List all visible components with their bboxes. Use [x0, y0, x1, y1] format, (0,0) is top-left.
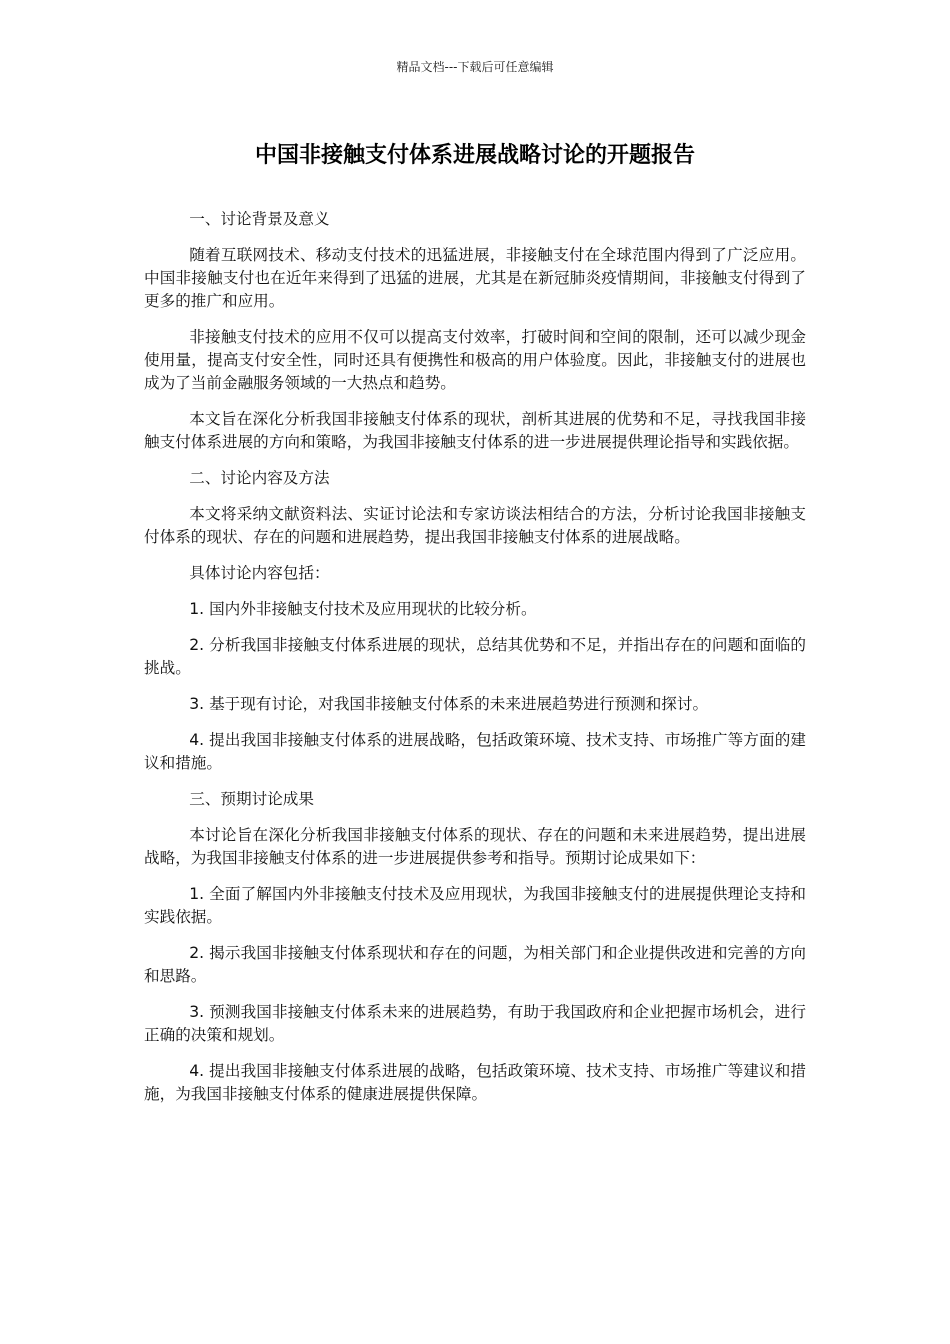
list-item: 2. 揭示我国非接触支付体系现状和存在的问题，为相关部门和企业提供改进和完善的方向和思路。: [144, 944, 806, 985]
list-item: 2. 分析我国非接触支付体系进展的现状，总结其优势和不足，并指出存在的问题和面临的挑战。: [144, 636, 806, 677]
list-item: 1. 国内外非接触支付技术及应用现状的比较分析。: [189, 600, 537, 618]
section-heading: 二、讨论内容及方法: [189, 469, 330, 487]
document-body: [144, 208, 806, 1119]
body-paragraph: 本文旨在深化分析我国非接触支付体系的现状，剖析其进展的优势和不足，寻找我国非接触支付体系进展的方向和策略，为我国非接触支付体系的进一步进展提供理论指导和实践依据。: [144, 410, 806, 451]
section-heading: 三、预期讨论成果: [189, 790, 314, 808]
list-item: 3. 基于现有讨论，对我国非接触支付体系的未来进展趋势进行预测和探讨。: [189, 695, 709, 713]
body-paragraph: 本文将采纳文献资料法、实证讨论法和专家访谈法相结合的方法，分析讨论我国非接触支付体系的现状、存在的问题和进展趋势，提出我国非接触支付体系的进展战略。: [144, 505, 806, 546]
body-paragraph: 本讨论旨在深化分析我国非接触支付体系的现状、存在的问题和未来进展趋势，提出进展战略，为我国非接触支付体系的进一步进展提供参考和指导。预期讨论成果如下：: [144, 826, 806, 867]
section-heading: 一、讨论背景及意义: [189, 210, 330, 228]
list-item: 4. 提出我国非接触支付体系的进展战略，包括政策环境、技术支持、市场推广等方面的建议和措施。: [144, 731, 806, 772]
body-paragraph: 随着互联网技术、移动支付技术的迅猛进展，非接触支付在全球范围内得到了广泛应用。中国非接触支付也在近年来得到了迅猛的进展，尤其是在新冠肺炎疫情期间，非接触支付得到了更多的推广和应用。: [144, 246, 806, 310]
body-paragraph: 具体讨论内容包括：: [189, 564, 330, 582]
list-item: 1. 全面了解国内外非接触支付技术及应用现状，为我国非接触支付的进展提供理论支持和实践依据。: [144, 885, 806, 926]
header-note: 精品文档---下载后可任意编辑: [396, 60, 554, 74]
body-paragraph: 非接触支付技术的应用不仅可以提高支付效率，打破时间和空间的限制，还可以减少现金使用量，提高支付安全性，同时还具有便携性和极高的用户体验度。因此，非接触支付的进展也成为了当前金融服务领域的一大热点和趋势。: [144, 328, 806, 392]
list-item: 3. 预测我国非接触支付体系未来的进展趋势，有助于我国政府和企业把握市场机会，进行正确的决策和规划。: [144, 1003, 806, 1044]
list-item: 4. 提出我国非接触支付体系进展的战略，包括政策环境、技术支持、市场推广等建议和措施，为我国非接触支付体系的健康进展提供保障。: [144, 1062, 806, 1103]
document-title: 中国非接触支付体系进展战略讨论的开题报告: [254, 143, 695, 168]
